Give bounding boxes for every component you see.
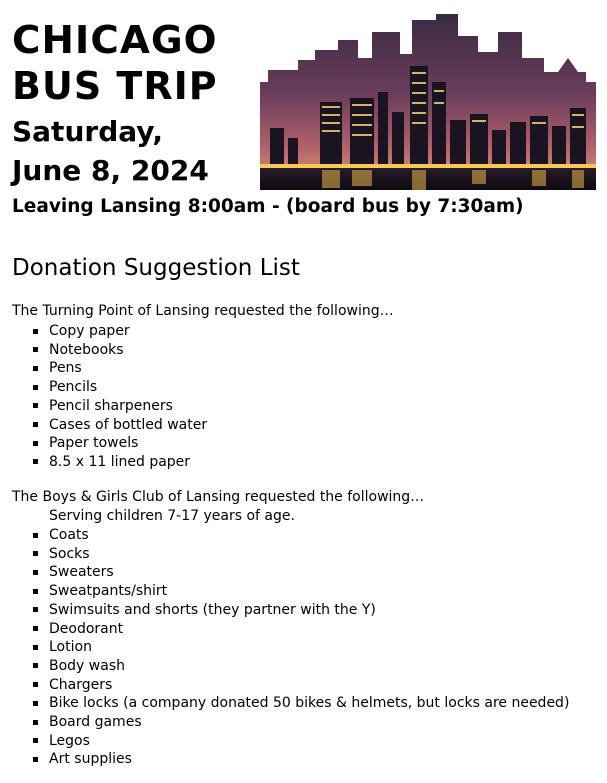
list-item: Pens bbox=[30, 359, 207, 378]
list-item: Chargers bbox=[30, 676, 569, 695]
boys-girls-club-intro: The Boys & Girls Club of Lansing requested the following… bbox=[12, 489, 425, 505]
list-item: Body wash bbox=[30, 657, 569, 676]
list-item: Pencils bbox=[30, 378, 207, 397]
list-item: Notebooks bbox=[30, 341, 207, 360]
trip-day: Saturday, bbox=[12, 115, 163, 148]
list-item: Bike locks (a company donated 50 bikes & helmets, but locks are needed) bbox=[30, 694, 569, 713]
list-item: Pencil sharpeners bbox=[30, 397, 207, 416]
list-item: Sweatpants/shirt bbox=[30, 582, 569, 601]
list-item: Socks bbox=[30, 545, 569, 564]
list-item: Coats bbox=[30, 526, 569, 545]
list-item: Art supplies bbox=[30, 750, 569, 769]
list-item: Board games bbox=[30, 713, 569, 732]
turning-point-list bbox=[30, 322, 207, 472]
shoreline-lights bbox=[260, 164, 596, 168]
list-item: Swimsuits and shorts (they partner with the Y) bbox=[30, 601, 569, 620]
list-item: Copy paper bbox=[30, 322, 207, 341]
chicago-skyline-image bbox=[260, 10, 596, 190]
title-bus-trip: BUS TRIP bbox=[12, 64, 218, 108]
boys-girls-club-note: Serving children 7-17 years of age. bbox=[49, 508, 295, 524]
section-title: Donation Suggestion List bbox=[12, 255, 300, 281]
departure-info: Leaving Lansing 8:00am - (board bus by 7:30am) bbox=[12, 196, 524, 217]
turning-point-intro: The Turning Point of Lansing requested the following… bbox=[12, 303, 394, 319]
list-item: Legos bbox=[30, 732, 569, 751]
boys-girls-club-list bbox=[30, 526, 569, 769]
list-item: 8.5 x 11 lined paper bbox=[30, 453, 207, 472]
title-chicago: CHICAGO bbox=[12, 18, 218, 62]
list-item: Deodorant bbox=[30, 620, 569, 639]
list-item: Cases of bottled water bbox=[30, 416, 207, 435]
trip-date: June 8, 2024 bbox=[12, 154, 209, 187]
list-item: Sweaters bbox=[30, 563, 569, 582]
list-item: Lotion bbox=[30, 638, 569, 657]
list-item: Paper towels bbox=[30, 434, 207, 453]
